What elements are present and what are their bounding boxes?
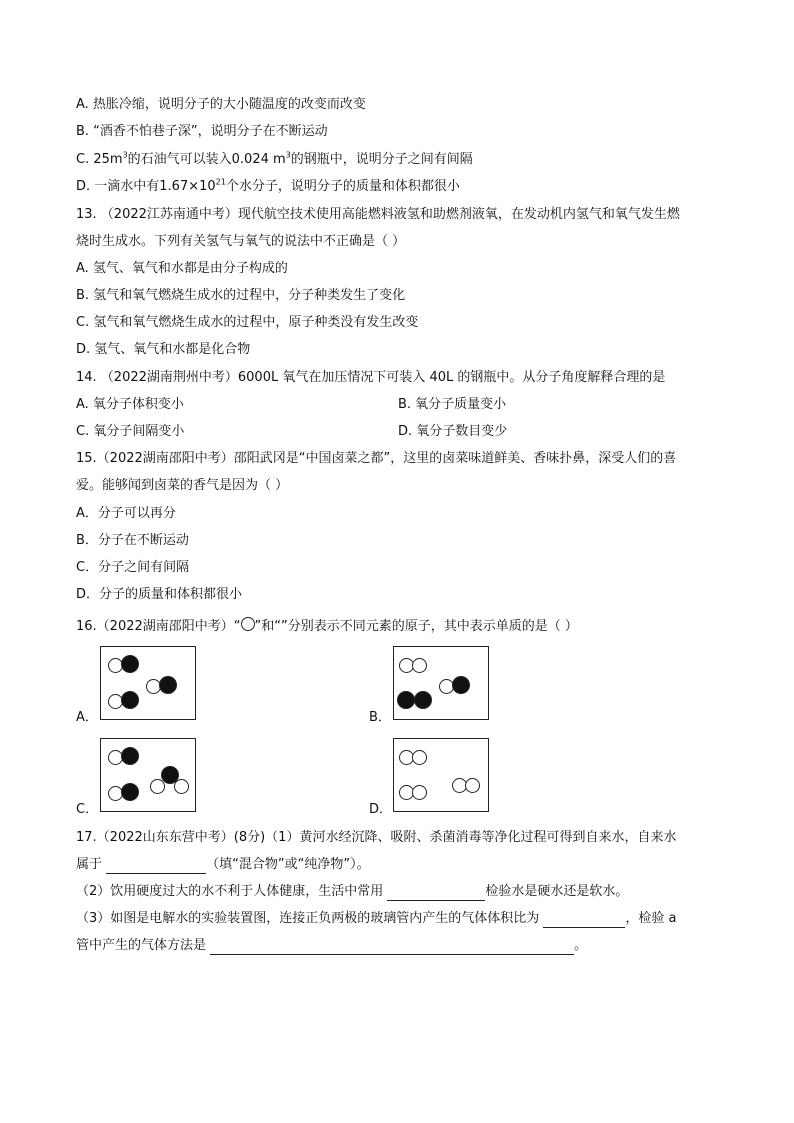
q15-stem-line1: 15.（2022湖南邵阳中考）邵阳武冈是“中国卤菜之都”，这里的卤菜味道鲜美、香味扑鼻，深受人们的喜 — [76, 451, 677, 466]
q14-option-d: D. 氧分子数目变少 — [398, 424, 508, 439]
option-a-label: A． — [76, 710, 98, 725]
q15-option-d: D．分子的质量和体积都很小 — [76, 587, 243, 602]
q15-stem-line2: 爱。能够闻到卤菜的香气是因为（ ） — [76, 478, 289, 493]
q17-line3: （2）饮用硬度过大的水不利于人体健康，生活中常用 检验水是硬水还是软水。 — [76, 884, 629, 899]
q13-stem-line2: 烧时生成水。下列有关氢气与氧气的说法中不正确是（ ） — [76, 234, 406, 249]
q13-option-b: B. 氢气和氧气燃烧生成水的过程中，分子种类发生了变化 — [76, 288, 406, 303]
q13-option-a: A. 氢气、氧气和水都是由分子构成的 — [76, 261, 288, 276]
q12-option-a: A. 热胀冷缩，说明分子的大小随温度的改变而改变 — [76, 97, 366, 112]
option-c-label: C． — [76, 802, 99, 817]
option-d-label: D． — [369, 802, 393, 817]
q12-option-c: C. $25m^3$的石油气可以装入0.024 $m^3$的钢瓶中，说明分子之间有间隔 — [76, 150, 473, 167]
q14-stem: 14. （2022湖南荆州中考）6000L 氧气在加压情况下可装入 40L 的钢瓶中。从分子角度解释合理的是 — [76, 370, 666, 385]
q12-option-d: D. 一滴水中有$1.67\times 10^{21}$个水分子，说明分子的质量和体积都很小 — [76, 177, 460, 194]
q17-line1: 17.（2022山东东营中考）(8分)（1）黄河水经沉降、吸附、杀菌消毒等净化过程可得到自来水，自来水 — [76, 830, 677, 845]
answer-blank-2[interactable] — [387, 886, 485, 901]
q17-line5: 管中产生的气体方法是 。 — [76, 938, 588, 953]
q14-option-b: B. 氧分子质量变小 — [398, 397, 507, 412]
q17-line4: （3）如图是电解水的实验装置图，连接正负两极的玻璃管内产生的气体体积比为 ，检验 a — [76, 911, 677, 926]
q15-option-a: A．分子可以再分 — [76, 506, 176, 521]
option-d-diagram — [393, 738, 489, 812]
q17-line2: 属于 （填“混合物”或“纯净物”）。 — [76, 857, 370, 872]
white-atom-icon — [241, 617, 255, 631]
q16-stem: 16.（2022湖南邵阳中考）“ ”和“”分别表示不同元素的原子，其中表示单质的是（ ） — [76, 619, 578, 634]
q13-stem-line1: 13. （2022江苏南通中考）现代航空技术使用高能燃料液氢和助燃剂液氧，在发动机内氢气和氧气发生燃 — [76, 207, 680, 222]
option-b-label: B． — [369, 710, 391, 725]
answer-blank-1[interactable] — [106, 859, 206, 874]
q15-option-b: B．分子在不断运动 — [76, 533, 189, 548]
answer-blank-3[interactable] — [543, 913, 625, 928]
q14-option-a: A. 氧分子体积变小 — [76, 397, 184, 412]
q14-option-c: C. 氧分子间隔变小 — [76, 424, 185, 439]
option-c-diagram — [100, 738, 196, 812]
q13-option-d: D. 氢气、氧气和水都是化合物 — [76, 342, 251, 357]
option-a-diagram — [100, 646, 196, 720]
q15-option-c: C．分子之间有间隔 — [76, 560, 190, 575]
option-b-diagram — [393, 646, 489, 720]
answer-blank-4[interactable] — [210, 940, 574, 955]
q12-option-b: B. “酒香不怕巷子深”，说明分子在不断运动 — [76, 124, 328, 139]
q13-option-c: C. 氢气和氧气燃烧生成水的过程中，原子种类没有发生改变 — [76, 315, 419, 330]
